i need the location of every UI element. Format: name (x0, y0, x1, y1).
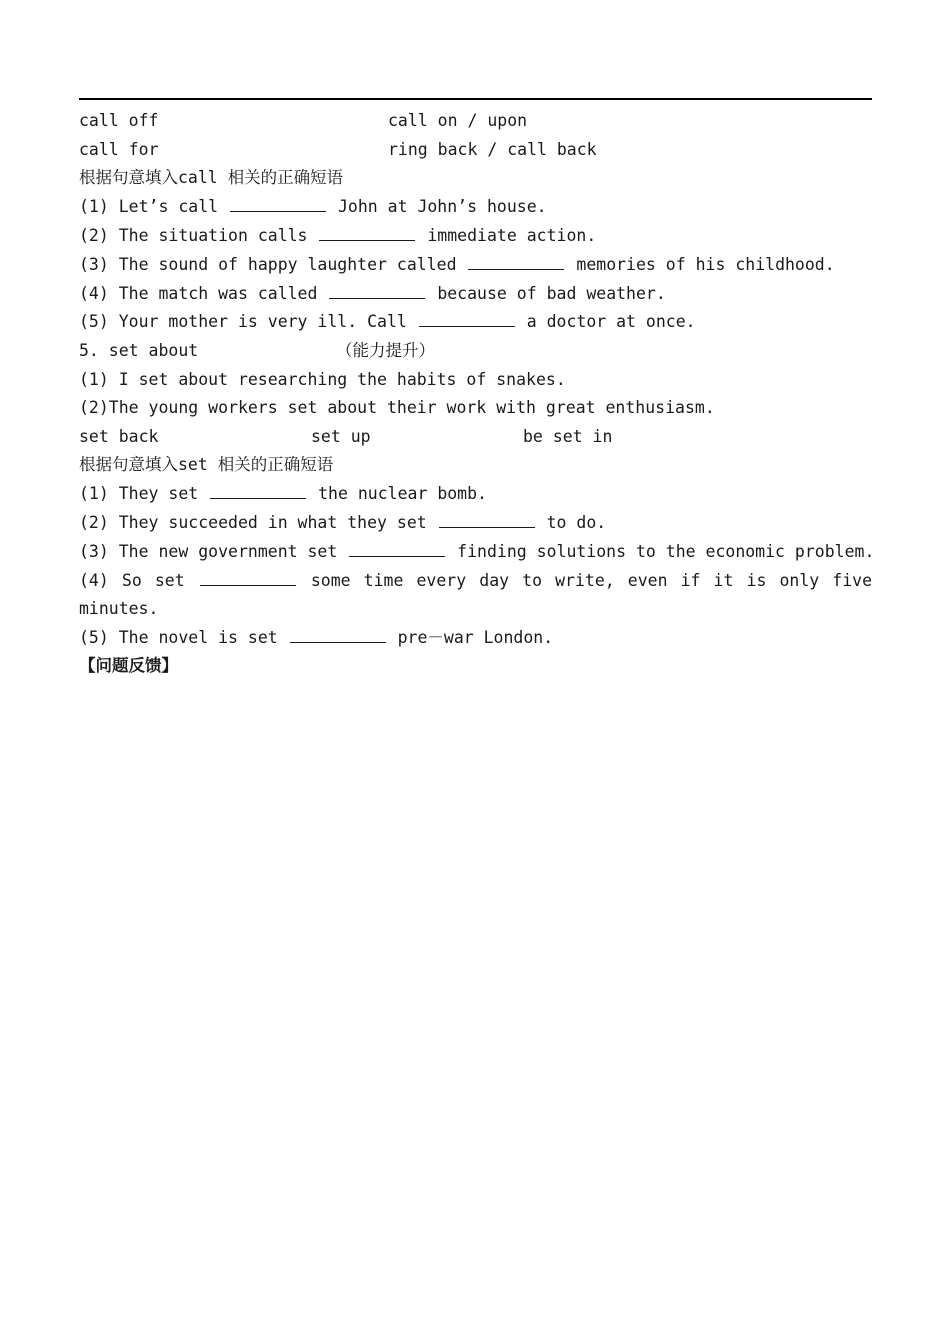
answer-blank (210, 484, 306, 499)
set-item-5: (5) The novel is set pre－war London. (79, 628, 554, 647)
call-item-3: (3) The sound of happy laughter called memories of his childhood. (79, 255, 835, 274)
ability-tag: （能力提升） (336, 341, 435, 360)
phrase-call-off: call off (79, 111, 159, 130)
answer-blank (419, 312, 515, 327)
answer-blank (290, 628, 386, 643)
phrase-set-back: set back (79, 427, 159, 446)
set-item-2: (2) They succeeded in what they set to do. (79, 513, 607, 532)
feedback-heading: 【问题反馈】 (79, 656, 178, 675)
phrase-be-set-in: be set in (523, 427, 613, 446)
set-item-1: (1) They set the nuclear bomb. (79, 484, 487, 503)
phrase-call-for: call for (79, 140, 159, 159)
call-item-5: (5) Your mother is very ill. Call a doctor at once. (79, 312, 696, 331)
answer-blank (230, 197, 326, 212)
phrase-call-on: call on / upon (388, 111, 528, 130)
set-item-4-continuation: minutes. (79, 599, 159, 618)
phrase-ring-back: ring back / call back (388, 140, 597, 159)
set-about-example-2: (2)The young workers set about their work with great enthusiasm. (79, 398, 715, 417)
call-item-2: (2) The situation calls immediate action. (79, 226, 597, 245)
answer-blank (439, 513, 535, 528)
set-instruction: 根据句意填入set 相关的正确短语 (79, 455, 334, 474)
top-rule (79, 98, 872, 100)
call-item-4: (4) The match was called because of bad weather. (79, 284, 666, 303)
answer-blank (200, 571, 296, 586)
answer-blank (319, 226, 415, 241)
phrase-set-up: set up (311, 427, 371, 446)
set-about-example-1: (1) I set about researching the habits of snakes. (79, 370, 566, 389)
set-item-4: (4) So set some time every day to write, even if it is only five (79, 571, 873, 590)
set-item-3: (3) The new government set finding solutions to the economic problem. (79, 542, 875, 561)
answer-blank (468, 255, 564, 270)
call-item-1: (1) Let’s call John at John’s house. (79, 197, 547, 216)
answer-blank (349, 542, 445, 557)
set-about-heading: 5. set about (79, 341, 199, 360)
call-instruction: 根据句意填入call 相关的正确短语 (79, 168, 344, 187)
answer-blank (329, 284, 425, 299)
